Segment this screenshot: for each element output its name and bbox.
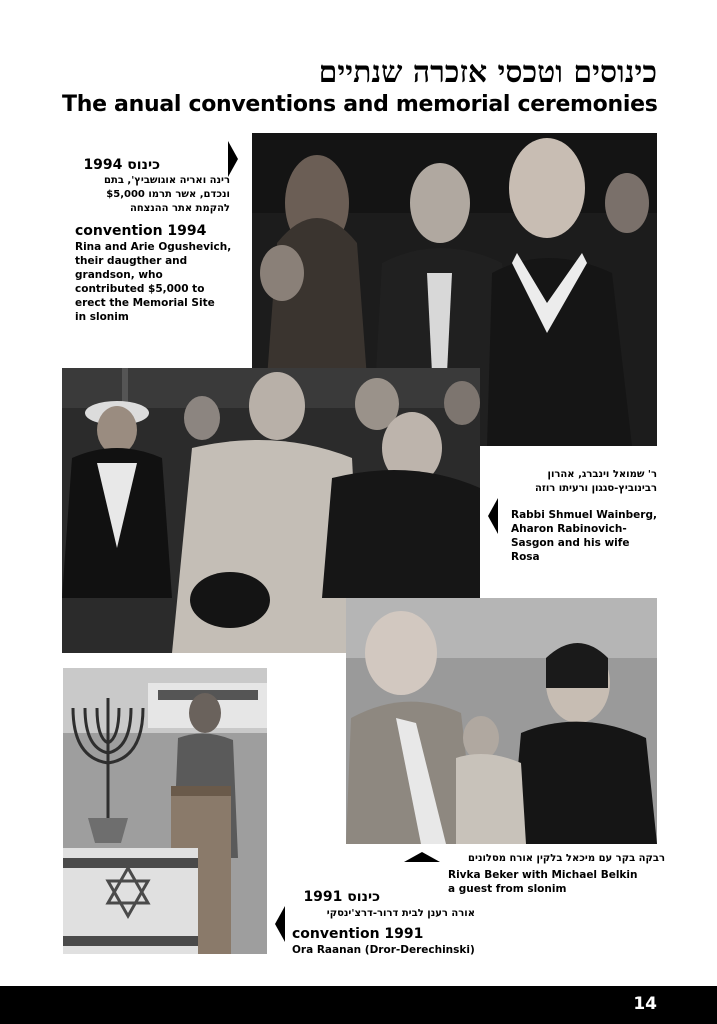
caption-wainberg-hebrew-line: ר' שמואל וינברג, אהרון xyxy=(547,469,657,480)
caption-wainberg-english-line: Aharon Rabinovich- xyxy=(511,523,627,535)
page-title-hebrew: כינוסים וטכסי אזכרה שנתיים xyxy=(318,55,657,90)
pointer-left-icon xyxy=(488,498,498,534)
caption-1994-english-text xyxy=(75,240,245,324)
photo-1991-raanan xyxy=(63,668,267,954)
caption-wainberg-hebrew-line: רבינוביץ-סגגון ורעיתו רוזה xyxy=(534,483,657,494)
caption-wainberg-english-line: Rabbi Shmuel Wainberg, xyxy=(511,509,657,521)
caption-beker-english-line: Rivka Beker with Michael Belkin xyxy=(448,869,638,881)
page-number: 14 xyxy=(633,994,657,1014)
caption-1991-english-title: convention 1991 xyxy=(292,926,424,942)
caption-1994-english-title: convention 1994 xyxy=(75,223,207,239)
caption-beker-english-line: a guest from slonim xyxy=(448,883,567,895)
caption-1994-hebrew-title: כינוס 1994 xyxy=(83,157,160,173)
caption-1994-english-line: in slonim xyxy=(75,311,129,323)
caption-1994-english-line: grandson, who xyxy=(75,269,163,281)
caption-1991-hebrew-text: אורה רענן לבית דרור-דרצ'ינסקי xyxy=(326,908,475,919)
caption-1994-hebrew-line: להקמת אתר ההנצחה xyxy=(130,203,230,214)
caption-1991-hebrew-title: כינוס 1991 xyxy=(303,889,380,905)
footer-bar xyxy=(0,986,717,1024)
pointer-right-icon xyxy=(228,141,238,177)
caption-1994-hebrew-line: רינה ואריה אוגושביץ', בתם xyxy=(104,175,230,186)
caption-1991-english-text: Ora Raanan (Dror-Derechinski) xyxy=(292,944,475,956)
photo-beker-belkin xyxy=(346,598,657,844)
caption-wainberg-english-line: Sasgon and his wife Rosa xyxy=(511,537,630,563)
caption-1994-english-line: contributed $5,000 to xyxy=(75,283,205,295)
pointer-left-icon xyxy=(275,906,285,942)
page-title-english: The anual conventions and memorial ceremonies xyxy=(62,92,658,117)
caption-beker-hebrew: רבקה בקר עם מיכאל בלקין אורח מסלונים xyxy=(468,853,665,864)
caption-1994-english-line: erect the Memorial Site xyxy=(75,297,215,309)
caption-wainberg-english xyxy=(511,508,661,564)
caption-beker-english xyxy=(448,868,668,896)
caption-1994-english-line: their daugther and xyxy=(75,255,188,267)
caption-1994-hebrew-text xyxy=(60,174,230,216)
pointer-up-icon xyxy=(404,852,440,862)
caption-1994-english-line: Rina and Arie Ogushevich, xyxy=(75,241,232,253)
caption-1994-hebrew-line: ונכדם, אשר תרמו $5,000 xyxy=(106,189,230,200)
caption-wainberg-hebrew xyxy=(500,468,657,496)
